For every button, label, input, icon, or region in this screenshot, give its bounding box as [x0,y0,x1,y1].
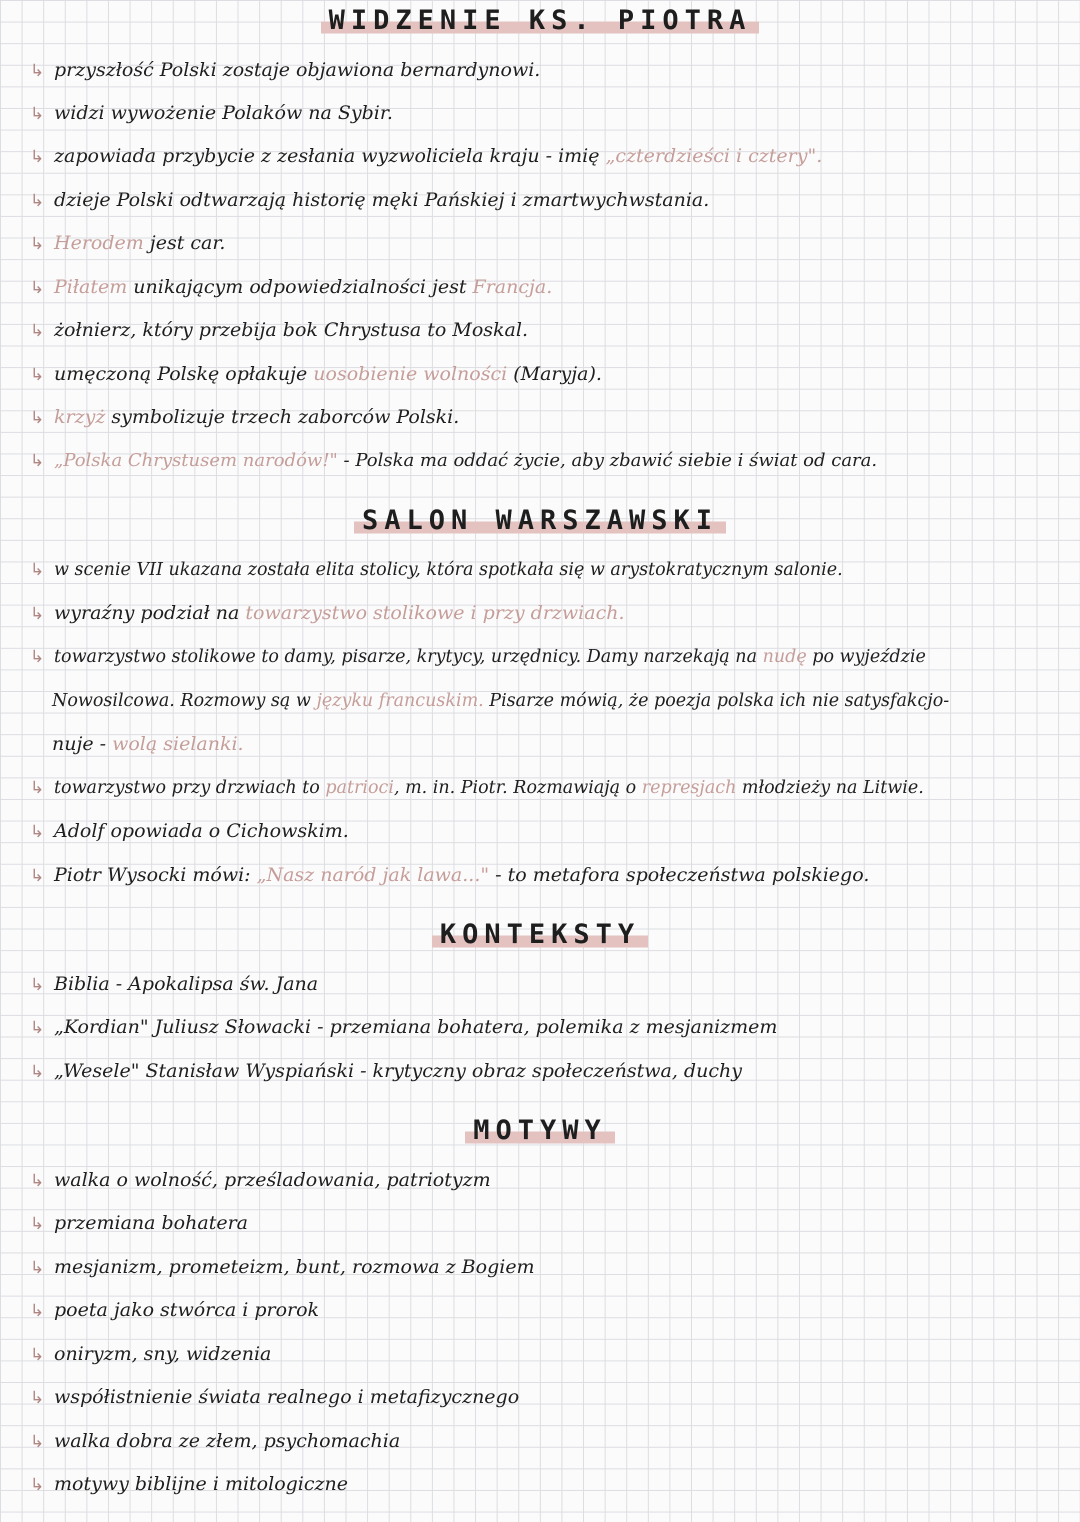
arrow-bullet-icon: ↳ [30,104,45,124]
list-item: ↳ przemiana bohatera [30,1207,1060,1239]
arrow-bullet-icon: ↳ [30,1388,45,1408]
list-item: ↳ współistnienie świata realnego i metafizycznego [30,1381,1060,1413]
arrow-bullet-icon: ↳ [30,1432,45,1452]
arrow-bullet-icon: ↳ [30,647,45,667]
arrow-bullet-icon: ↳ [30,866,45,886]
arrow-bullet-icon: ↳ [30,822,45,842]
list-item: ↳ w scenie VII ukazana została elita stolicy, która spotkała się w arystokratycznym salonie. [30,554,1060,586]
arrow-bullet-icon: ↳ [30,560,45,580]
arrow-bullet-icon: ↳ [30,1258,45,1278]
arrow-bullet-icon: ↳ [30,1345,45,1365]
list-item: ↳ krzyż symbolizuje trzech zaborców Polski. [30,401,1060,433]
list-item: ↳ „Kordian" Juliusz Słowacki - przemiana bohatera, polemika z mesjanizmem [30,1011,1060,1043]
arrow-bullet-icon: ↳ [30,604,45,624]
list-item: ↳ dzieje Polski odtwarzają historię męki Pańskiej i zmartwychwstania. [30,184,1060,216]
arrow-bullet-icon: ↳ [30,408,45,428]
list-item: ↳ towarzystwo przy drzwiach to patrioci, m. in. Piotr. Rozmawiają o represjach młodzieży na Litwie. [30,772,1060,804]
list-item: ↳ Adolf opowiada o Cichowskim. [30,815,1060,847]
list-item: ↳ walka dobra ze złem, psychomachia [30,1425,1060,1457]
arrow-bullet-icon: ↳ [30,365,45,385]
arrow-bullet-icon: ↳ [30,975,45,995]
list-item: ↳ Herodem jest car. [30,227,1060,259]
list-item: ↳ walka o wolność, prześladowania, patriotyzm [30,1164,1060,1196]
arrow-bullet-icon: ↳ [30,278,45,298]
section-title-widzenie: WIDZENIE KS. PIOTRA [0,6,1080,38]
list-item: ↳ Piotr Wysocki mówi: „Nasz naród jak lawa..." - to metafora społeczeństwa polskiego. [30,859,1060,891]
list-item: ↳ widzi wywożenie Polaków na Sybir. [30,97,1060,129]
arrow-bullet-icon: ↳ [30,1018,45,1038]
list-item: ↳ „Polska Chrystusem narodów!" - Polska ma oddać życie, aby zbawić siebie i świat od cara. [30,445,1060,477]
arrow-bullet-icon: ↳ [30,234,45,254]
arrow-bullet-icon: ↳ [30,1301,45,1321]
arrow-bullet-icon: ↳ [30,1062,45,1082]
list-item: ↳ przyszłość Polski zostaje objawiona bernardynowi. [30,54,1060,86]
list-item-continuation: Nowosilcowa. Rozmowy są w języku francuskim. Pisarze mówią, że poezja polska ich nie satysfakcjo- [52,691,950,711]
arrow-bullet-icon: ↳ [30,451,45,471]
arrow-bullet-icon: ↳ [30,778,45,798]
list-item: ↳ Biblia - Apokalipsa św. Jana [30,968,1060,1000]
arrow-bullet-icon: ↳ [30,1171,45,1191]
list-item: ↳ towarzystwo stolikowe to damy, pisarze, krytycy, urzędnicy. Damy narzekają na nudę po wyjeździe [30,641,1060,673]
section-title-konteksty: KONTEKSTY [0,920,1080,952]
list-item: ↳ „Wesele" Stanisław Wyspiański - krytyczny obraz społeczeństwa, duchy [30,1055,1060,1087]
arrow-bullet-icon: ↳ [30,1475,45,1495]
arrow-bullet-icon: ↳ [30,147,45,167]
list-item-continuation: nuje - wolą sielanki. [52,733,244,755]
section-title-motywy: MOTYWY [0,1116,1080,1148]
list-item: ↳ oniryzm, sny, widzenia [30,1338,1060,1370]
list-item: ↳ motywy biblijne i mitologiczne [30,1468,1060,1500]
list-item: ↳ wyraźny podział na towarzystwo stolikowe i przy drzwiach. [30,597,1060,629]
list-item: ↳ Piłatem unikającym odpowiedzialności jest Francja. [30,271,1060,303]
section-title-salon: SALON WARSZAWSKI [0,506,1080,538]
list-item: ↳ zapowiada przybycie z zesłania wyzwoliciela kraju - imię „czterdzieści i cztery". [30,140,1060,172]
list-item: ↳ mesjanizm, prometeizm, bunt, rozmowa z Bogiem [30,1251,1060,1283]
arrow-bullet-icon: ↳ [30,61,45,81]
arrow-bullet-icon: ↳ [30,1214,45,1234]
list-item: ↳ żołnierz, który przebija bok Chrystusa to Moskal. [30,314,1060,346]
arrow-bullet-icon: ↳ [30,321,45,341]
list-item: ↳ poeta jako stwórca i prorok [30,1294,1060,1326]
list-item: ↳ umęczoną Polskę opłakuje uosobienie wolności (Maryja). [30,358,1060,390]
arrow-bullet-icon: ↳ [30,191,45,211]
